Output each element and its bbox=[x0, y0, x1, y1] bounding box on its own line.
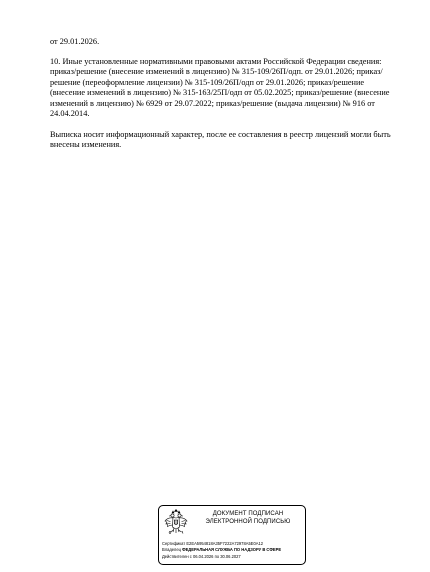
stamp-header bbox=[193, 511, 303, 526]
item-10-other-information: 10. Иные установленные нормативными правовыми актами Российской Федерации сведения: приказ/решение (внесение изменений в лицензию) № 315-109/26П/одп. от 29.01.2026; приказ/решение (переоформление лицензии) № 315-109/26П/одп от 29.01.2026; приказ/решение (внесение изменений в лицензию) № 315-163/25П/одп от 05.02.2025; приказ/решение (внесение изменений в лицензию) № 6929 от 29.07.2022; приказ/решение (выдача лицензии) № 916 от 24.04.2014. bbox=[50, 57, 390, 119]
validity-label: Действителен bbox=[162, 553, 189, 559]
validity-value: с 06.04.2026 по 30.06.2027 bbox=[189, 553, 241, 559]
owner-value: ФЕДЕРАЛЬНАЯ СЛУЖБА ПО НАДЗОРУ В СФЕРЕ bbox=[182, 547, 282, 553]
informational-note: Выписка носит информационный характер, после ее составления в реестр лицензий могли быть внесены изменения. bbox=[50, 130, 391, 150]
stamp-header-line-2: ЭЛЕКТРОННОЙ ПОДПИСЬЮ bbox=[205, 518, 291, 525]
owner-label: Владелец bbox=[162, 547, 181, 553]
previous-item-continuation: от 29.01.2026. bbox=[50, 37, 100, 46]
certificate-label: Сертификат bbox=[162, 541, 186, 546]
double-headed-eagle-emblem-icon bbox=[163, 509, 189, 539]
electronic-signature-stamp bbox=[158, 505, 306, 565]
certificate-value: E2EA5954818A35F7222A72978A5E0A12 bbox=[186, 541, 264, 546]
validity-row bbox=[162, 554, 306, 560]
stamp-details bbox=[162, 541, 306, 560]
stamp-header-line-1: ДОКУМЕНТ ПОДПИСАН bbox=[212, 511, 284, 517]
